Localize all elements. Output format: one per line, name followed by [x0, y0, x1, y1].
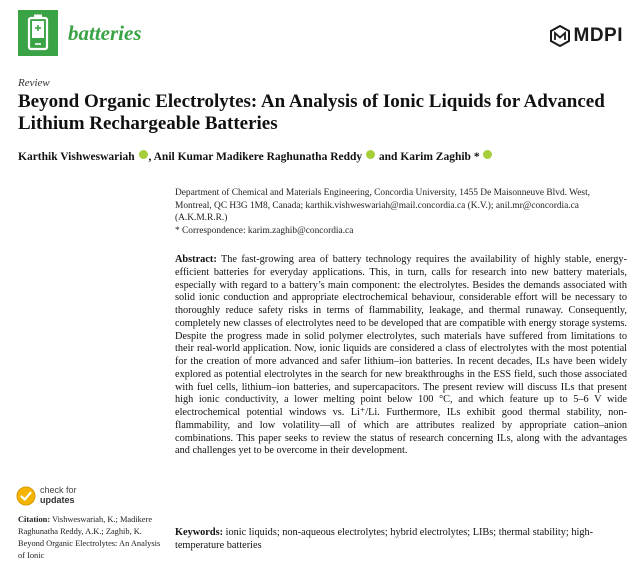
author-name[interactable]: Anil Kumar Madikere Raghunatha Reddy: [153, 151, 363, 163]
check-for-updates-icon: [16, 486, 36, 506]
publisher-logo[interactable]: [550, 22, 624, 50]
journal-name[interactable]: batteries: [68, 21, 142, 45]
updates-badge-line1: check for: [40, 485, 77, 495]
author-separator: and: [376, 151, 401, 163]
abstract: [175, 254, 627, 458]
author-list: [18, 150, 628, 163]
journal-header: [18, 10, 623, 60]
article-type: Review: [18, 77, 50, 89]
orcid-icon[interactable]: [139, 150, 148, 159]
citation-text: Vishweswariah, K.; Madikere Raghunatha Reddy, A.K.; Zaghib, K. Beyond Organic Electrolytes: An Analysis of Ionic: [18, 515, 161, 560]
citation: [18, 514, 168, 562]
author-name[interactable]: Karim Zaghib: [400, 151, 471, 163]
keywords-text: ionic liquids; non-aqueous electrolytes; hybrid electrolytes; LIBs; thermal stability; high-temperature batteries: [175, 527, 594, 551]
article-title: Beyond Organic Electrolytes: An Analysis of Ionic Liquids for Advanced Lithium Rechargeable Batteries: [18, 91, 605, 134]
corresponding-marker: *: [473, 151, 480, 163]
mdpi-logo-icon: [550, 25, 570, 47]
author-name[interactable]: Karthik Vishweswariah: [18, 151, 135, 163]
updates-badge-text: [40, 485, 77, 505]
updates-badge-line2: updates: [40, 495, 75, 505]
orcid-icon[interactable]: [366, 150, 375, 159]
citation-label: Citation:: [18, 515, 51, 524]
publisher-name: MDPI: [573, 25, 623, 46]
correspondence: * Correspondence: karim.zaghib@concordia.ca: [175, 226, 354, 236]
orcid-icon[interactable]: [483, 150, 492, 159]
keywords: [175, 526, 627, 552]
battery-icon: [18, 10, 58, 56]
check-for-updates-badge[interactable]: [16, 484, 136, 510]
abstract-label: Abstract:: [175, 254, 217, 265]
keywords-label: Keywords:: [175, 527, 224, 538]
affiliation: Department of Chemical and Materials Engineering, Concordia University, 1455 De Maisonneuve Blvd. West, Montreal, QC H3G 1M8, Canada; karthik.vishweswariah@mail.concordia.ca (K.V.); anil.mr@concordia.ca (A.K.M.R.R.): [175, 188, 591, 223]
author-separator: ,: [148, 151, 154, 163]
abstract-text: The fast-growing area of battery technology requires the availability of highly stable, energy-efficient batteries for everyday applications. This, in turn, calls for research into new battery materials, especially with regard to a battery’s main component: the electrolytes. Besides the demands associated with solid ionic conduction and appropriate electrochemical behaviour, considerable effort will be necessary to thoroughly reduce safety risks in terms of flammability, leakage, and thermal runaway. Consequently, completely new classes of electrolytes need to be developed that are compatible with energy storage systems. Despite the progress made in solid polymer electrolytes, such materials have suffered from limitations to their real-world application. Now, ionic liquids are considered a class of electrolytes with the most potential for the creation of more advanced and safer lithium–ion batteries. In recent decades, ILs have been widely explored as potential electrolytes in the search for new breakthroughs in the ESS field, such those associated with fuel cells, lithium–ion batteries, and supercapacitors. The present review will discuss ILs that present high ionic conductivity, a lower melting point below 100 °C, and which feature up to 5–6 V wide electrochemical potential windows vs. Li⁺/Li. Furthermore, ILs exhibit good thermal stability, non-flammability, and low volatility—all of which are attributes realized by appropriate cation–anion combinations. This paper seeks to review the status of research concerning ILs, along with the advantages and challenges yet to be overcome in their development.: [175, 254, 627, 457]
